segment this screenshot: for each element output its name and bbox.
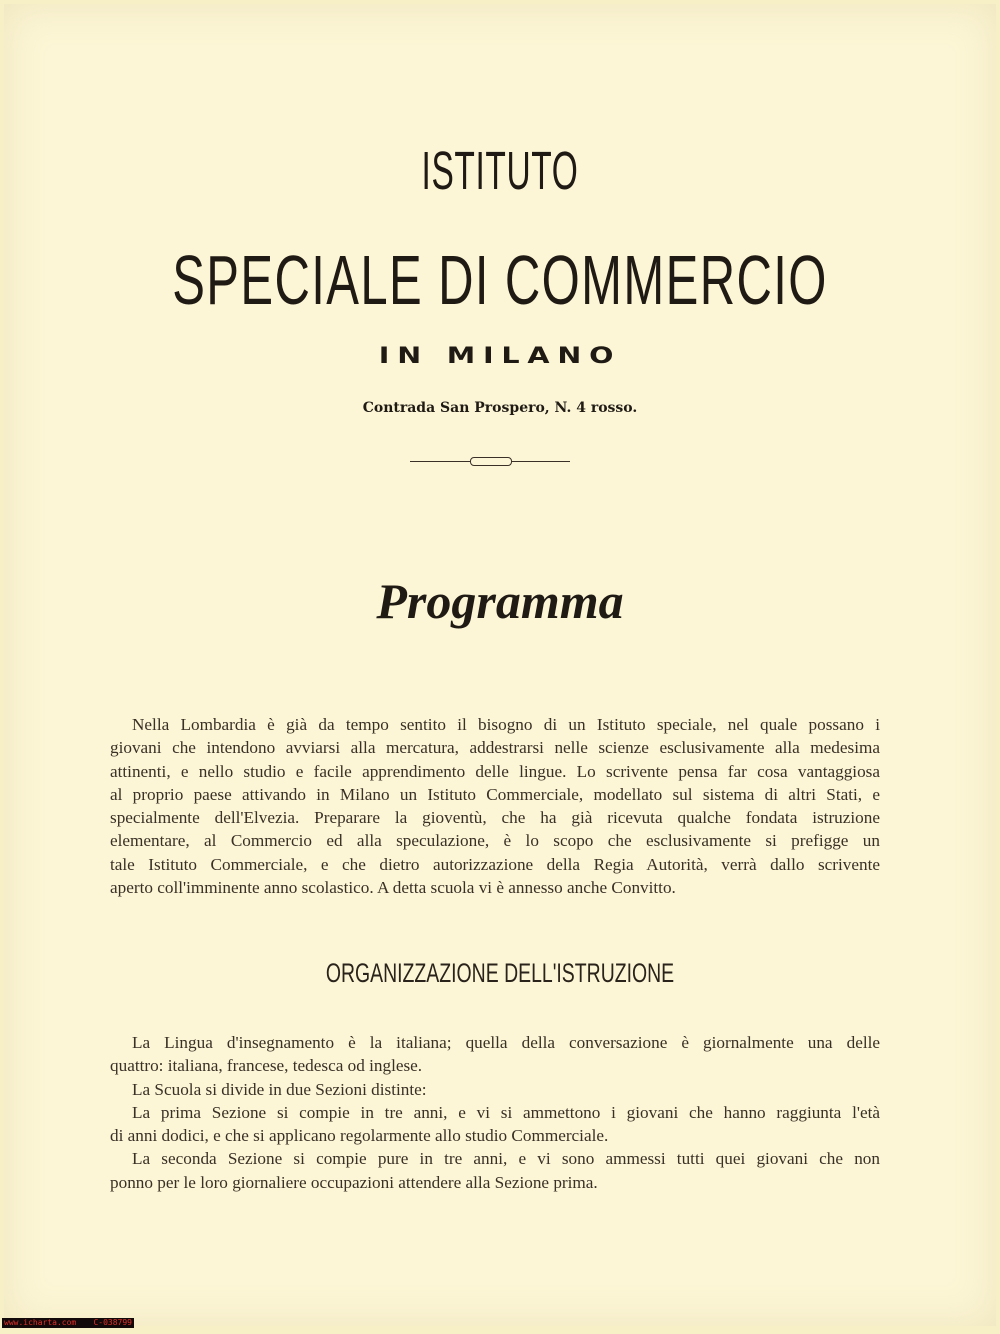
city-heading: IN MILANO bbox=[378, 344, 622, 369]
text-line: quattro: italiana, francese, tedesca od inglese. bbox=[110, 1056, 423, 1076]
text-line: al proprio paese attivando in Milano un Istituto Commerciale, modellato sul sistema di altri Stati, e bbox=[110, 784, 880, 804]
text-line: ponno per le loro giornaliere occupazioni attendere alla Sezione prima. bbox=[110, 1172, 598, 1192]
text-line: di anni dodici, e che si applicano regolarmente allo studio Commerciale. bbox=[110, 1126, 609, 1146]
text-line: specialmente dell'Elvezia. Preparare la gioventù, che ha già ricevuta qualche fondata istruzione bbox=[110, 808, 880, 828]
text-line: La seconda Sezione si compie pure in tre anni, e vi sono ammessi tutti quei giovani che non bbox=[132, 1149, 880, 1169]
text-line: La Lingua d'insegnamento è la italiana; quella della conversazione è giornalmente una delle bbox=[132, 1033, 880, 1052]
stamp-code: C-038799 bbox=[93, 1318, 132, 1327]
programme-title: Programma bbox=[376, 573, 624, 629]
address: Contrada San Prospero, N. 4 rosso. bbox=[362, 400, 638, 416]
text-line: tale Istituto Commerciale, e che dietro autorizzazione della Regia Autorità, verrà dallo scrivente bbox=[110, 854, 880, 874]
archive-stamp bbox=[2, 1318, 134, 1328]
ornament-divider bbox=[410, 461, 570, 462]
title-line-1: ISTITUTO bbox=[421, 141, 579, 201]
text-line: aperto coll'imminente anno scolastico. A detta scuola vi è annesso anche Convitto. bbox=[110, 878, 676, 898]
text-line: elementare, al Commercio ed alla speculazione, è lo scopo che esclusivamente si prefigge un bbox=[110, 831, 880, 851]
section-title: ORGANIZZAZIONE DELL'ISTRUZIONE bbox=[325, 958, 675, 988]
text-line: attinenti, e nello studio e facile apprendimento delle lingue. Lo scrivente pensa far cosa vantaggiosa bbox=[110, 761, 880, 781]
text-line: giovani che intendono avviarsi alla mercatura, addestrarsi nelle scienze esclusivamente alla medesima bbox=[110, 738, 880, 758]
section-paragraph bbox=[110, 1031, 880, 1194]
text-line: La prima Sezione si compie in tre anni, e vi si ammettono i giovani che hanno raggiunta l'età bbox=[132, 1102, 880, 1122]
text-line: Nella Lombardia è già da tempo sentito il bisogno di un Istituto speciale, nel quale possano i bbox=[132, 715, 880, 734]
intro-paragraph bbox=[110, 713, 880, 899]
stamp-site: www.icharta.com bbox=[4, 1318, 77, 1327]
title-line-2: SPECIALE DI COMMERCIO bbox=[172, 241, 828, 319]
text-line: La Scuola si divide in due Sezioni distinte: bbox=[132, 1079, 427, 1099]
